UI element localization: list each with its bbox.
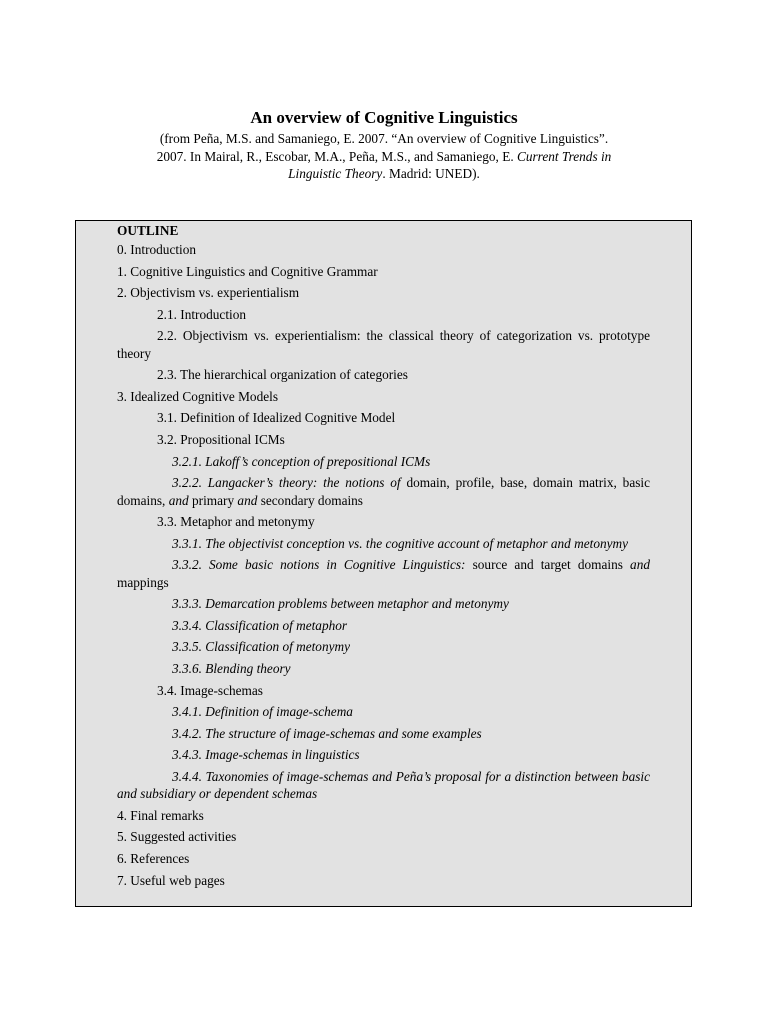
outline-item-text: 3.3.6. Blending theory (172, 660, 291, 676)
outline-item-text: 3. Idealized Cognitive Models (117, 388, 279, 404)
outline-item-text: 3.3.1. The objectivist conception vs. the cognitive account of metaphor and metonymy (172, 535, 629, 551)
outline-item-text: 3.2.1. Lakoff’s conception of prepositional ICMs (172, 453, 431, 469)
outline-item (117, 263, 650, 280)
citation-line-1: (from Peña, M.S. and Samaniego, E. 2007. “An overview of Cognitive Linguistics”. (159, 131, 609, 146)
outline-item (117, 306, 650, 323)
outline-item-text: 3.3. Metaphor and metonymy (157, 514, 315, 530)
outline-item-text: 3.3.2. Some basic notions in Cognitive Linguistics: (172, 557, 473, 573)
outline-item-text: 4. Final remarks (117, 807, 204, 823)
outline-item (117, 241, 650, 258)
outline-box (75, 220, 692, 907)
outline-item (117, 660, 650, 677)
outline-item (117, 388, 650, 405)
outline-item (117, 746, 650, 763)
outline-item (117, 366, 650, 383)
outline-item (117, 725, 650, 742)
outline-item-text: and (630, 557, 650, 573)
outline-item-text: domain, profile, base, domain matrix, basic domains, (117, 475, 650, 508)
outline-item (117, 807, 650, 824)
outline-item-text: and (168, 492, 189, 508)
outline-item-text: source and target domains (472, 557, 631, 573)
outline-item-text: 2.2. Objectivism vs. experientialism: the classical theory of categorization vs. prototype theory (117, 328, 650, 361)
source-citation (100, 130, 668, 183)
outline-item (117, 431, 650, 448)
outline-item (117, 595, 650, 612)
outline-item (117, 513, 650, 530)
outline-item-text: 2. Objectivism vs. experientialism (117, 285, 300, 301)
outline-item-text: 2.3. The hierarchical organization of categories (157, 367, 408, 383)
outline-item-text: 3.4.2. The structure of image-schemas and some examples (172, 725, 482, 741)
outline-item (117, 453, 650, 470)
outline-item-text: 7. Useful web pages (117, 872, 225, 888)
outline-item (117, 535, 650, 552)
outline-item-text: 3.4.1. Definition of image-schema (172, 704, 353, 720)
outline-item (117, 768, 650, 803)
outline-item-text: 0. Introduction (117, 242, 197, 257)
outline-item-text: 6. References (117, 851, 190, 867)
outline-item (117, 284, 650, 301)
outline-list (117, 241, 650, 889)
document-title: An overview of Cognitive Linguistics (250, 108, 518, 127)
citation-line-2: 2007. In Mairal, R., Escobar, M.A., Peña, M.S., and Samaniego, E. (156, 148, 517, 164)
outline-item-text: 3.4.3. Image-schemas in linguistics (172, 747, 360, 763)
outline-item-text: 1. Cognitive Linguistics and Cognitive Grammar (117, 263, 378, 279)
outline-item-text: 2.1. Introduction (157, 306, 247, 322)
outline-item (117, 638, 650, 655)
outline-item-text: 3.4.4. Taxonomies of image-schemas and Peña’s proposal for a distinction between basic and subsidiary or dependent schemas (117, 768, 650, 802)
outline-item (117, 409, 650, 426)
outline-heading: OUTLINE (117, 223, 179, 238)
outline-item (117, 703, 650, 720)
outline-item-text: 3.1. Definition of Idealized Cognitive Model (157, 410, 396, 426)
outline-item-text: 3.3.4. Classification of metaphor (172, 617, 348, 633)
outline-item (117, 617, 650, 634)
outline-item (117, 828, 650, 845)
outline-item (117, 850, 650, 867)
outline-item-text: secondary domains (257, 492, 363, 508)
outline-item-text: 3.3.5. Classification of metonymy (172, 639, 351, 655)
outline-item (117, 327, 650, 362)
outline-item-text: 5. Suggested activities (117, 829, 237, 845)
outline-item-text: primary (188, 492, 238, 508)
citation-book-title-part-1: Current Trends in (516, 148, 612, 164)
citation-book-title-part-2: Linguistic Theory (288, 166, 383, 181)
outline-item-text: 3.3.3. Demarcation problems between metaphor and metonymy (172, 596, 509, 612)
citation-publisher: . Madrid: UNED). (382, 166, 480, 181)
outline-item-text: 3.4. Image-schemas (157, 682, 263, 698)
document-header (100, 106, 668, 183)
outline-item-text: 3.2. Propositional ICMs (157, 432, 285, 448)
outline-item-text: mappings (117, 574, 169, 590)
outline-item (117, 682, 650, 699)
outline-item (117, 556, 650, 591)
outline-item-text: and (237, 492, 258, 508)
outline-item (117, 872, 650, 889)
outline-item-text: 3.2.2. Langacker’s theory: the notions of (172, 475, 407, 491)
outline-item (117, 474, 650, 509)
